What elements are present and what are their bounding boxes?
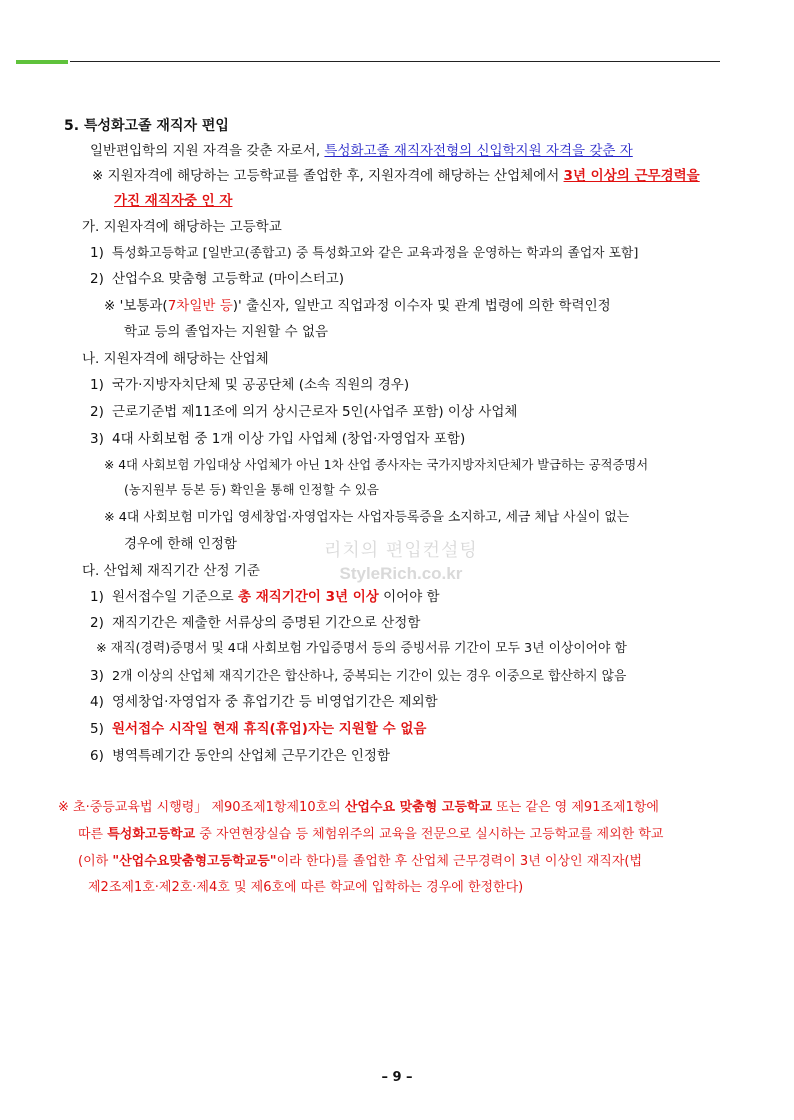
section-note-line1: ※ 지원자격에 해당하는 고등학교를 졸업한 후, 지원자격에 해당하는 산업체에서 3년 이상의 근무경력을: [92, 168, 700, 184]
da-item-6: 6) 병역특례기간 동안의 산업체 근무기간은 인정함: [90, 748, 390, 764]
watermark: [324, 536, 478, 584]
na-item-2: 2) 근로기준법 제11조에 의거 상시근로자 5인(사업주 포함) 이상 사업체: [90, 404, 518, 420]
ga-item-2: 2) 산업수요 맞춤형 고등학교 (마이스터고): [90, 271, 345, 287]
na-note1-line2: (농지원부 등본 등) 확인을 통해 인정할 수 있음: [124, 482, 379, 497]
header-rule: [70, 61, 720, 62]
na-item-3: 3) 4대 사회보험 중 1개 이상 가입 사업체 (창업·자영업자 포함): [90, 431, 466, 447]
na-note2-line2: 경우에 한해 인정함: [124, 536, 237, 552]
da-item-1-highlight: 총 재직기간이 3년 이상: [237, 589, 379, 605]
footnote-line1: ※ 초·중등교육법 시행령」 제90조제1항제10호의 산업수요 맞춤형 고등학교 또는 같은 영 제91조제1항에: [58, 800, 659, 815]
page-number: – 9 –: [381, 1070, 413, 1085]
footnote-line3: (이하 "산업수요맞춤형고등학교등"이라 한다)를 졸업한 후 산업체 근무경력이 3년 이상인 재직자(법: [78, 854, 643, 869]
section-intro: 일반편입학의 지원 자격을 갖춘 자로서, 특성화고졸 재직자전형의 신입학지원 자격을 갖춘 자: [90, 143, 633, 159]
note-highlight: 3년 이상의 근무경력을: [563, 168, 700, 184]
na-heading: 나. 지원자격에 해당하는 산업체: [82, 351, 269, 367]
ga-note-highlight: 7차일반 등: [167, 298, 233, 314]
na-note1-line1: ※ 4대 사회보험 가입대상 사업체가 아닌 1차 산업 종사자는 국가지방자치단체가 발급하는 공적증명서: [104, 458, 649, 472]
da-heading: 다. 산업체 재직기간 산정 기준: [82, 563, 260, 579]
section-note-line2: 가진 재직자중 인 자: [114, 193, 233, 209]
na-note2-line1: ※ 4대 사회보험 미가입 영세창업·자영업자는 사업자등록증을 소지하고, 세금 체납 사실이 없는: [104, 510, 630, 525]
header-accent-bar: [16, 60, 68, 64]
na-item-1: 1) 국가·지방자치단체 및 공공단체 (소속 직원의 경우): [90, 377, 410, 393]
da-item-5: 5) 원서접수 시작일 현재 휴직(휴업)자는 지원할 수 없음: [90, 721, 427, 737]
da-item-3: 3) 2개 이상의 산업체 재직기간은 합산하나, 중복되는 기간이 있는 경우 이중으로 합산하지 않음: [90, 668, 627, 684]
section-title: 5. 특성화고졸 재직자 편입: [64, 118, 229, 134]
footnote-line2: 따른 특성화고등학교 중 자연현장실습 등 체험위주의 교육을 전문으로 실시하는 고등학교를 제외한 학교: [78, 827, 664, 842]
intro-highlight: 특성화고졸 재직자전형의 신입학지원 자격을 갖춘 자: [324, 143, 633, 159]
ga-note-line1: ※ '보통과(7차일반 등)' 출신자, 일반고 직업과정 이수자 및 관계 법령에 의한 학력인정: [104, 298, 611, 314]
watermark-line1: 리치의 편입컨설팅: [324, 540, 478, 561]
watermark-line2: StyleRich.co.kr: [339, 564, 463, 583]
da-item-2: 2) 재직기간은 제출한 서류상의 증명된 기간으로 산정함: [90, 615, 421, 631]
da-item-1: 1) 원서접수일 기준으로 총 재직기간이 3년 이상 이어야 함: [90, 589, 440, 605]
ga-heading: 가. 지원자격에 해당하는 고등학교: [82, 219, 282, 235]
ga-note-line2: 학교 등의 졸업자는 지원할 수 없음: [124, 324, 329, 340]
da-item-4: 4) 영세창업·자영업자 중 휴업기간 등 비영업기간은 제외함: [90, 694, 438, 710]
footnote-line4: 제2조제1호·제2호·제4호 및 제6호에 따른 학교에 입학하는 경우에 한정한다): [88, 880, 524, 895]
ga-item-1: 1) 특성화고등학교 [일반고(종합고) 중 특성화고와 같은 교육과정을 운영하는 학과의 졸업자 포함]: [90, 245, 639, 261]
da-note: ※ 재직(경력)증명서 및 4대 사회보험 가입증명서 등의 증빙서류 기간이 모두 3년 이상이어야 함: [96, 641, 627, 656]
